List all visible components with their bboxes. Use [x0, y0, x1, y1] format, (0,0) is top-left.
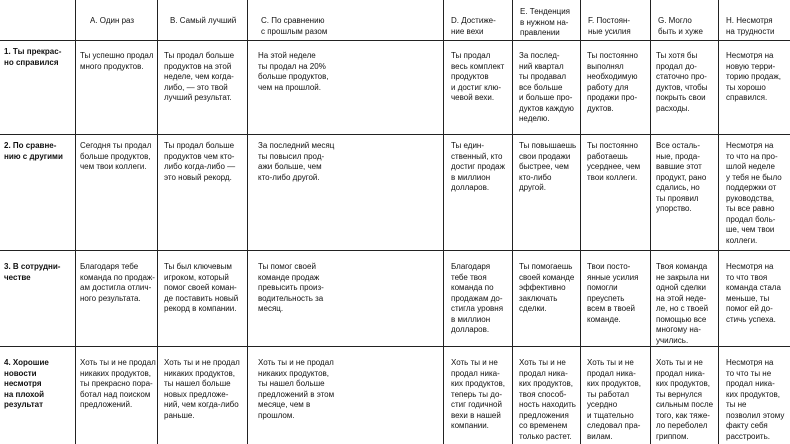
column-header-g: G. Могло быть и хуже — [658, 16, 703, 36]
cell-1-b: Ты продал больше продуктов на этой неделе, чем когда- либо, — это твой лучший результат. — [164, 51, 235, 102]
cell-3-f: Твои посто- янные усилия помогли преуспеть всем в твоей команде. — [587, 262, 639, 324]
grid-vline-e — [512, 0, 513, 444]
column-header-h: H. Несмотря на трудности — [726, 16, 775, 36]
cell-3-h: Несмотря на то что твоя команда стала меньше, ты помог ей до- стичь успеха. — [726, 262, 781, 324]
row-header-4: 4. Хорошие новости несмотря на плохой результат — [4, 358, 49, 409]
grid-vline-g — [650, 0, 651, 444]
grid-vline-label — [75, 0, 76, 444]
grid-vline-h — [718, 0, 719, 444]
column-header-d: D. Достиже- ние вехи — [451, 16, 496, 36]
grid-vline-b — [247, 0, 248, 444]
cell-1-h: Несмотря на новую терри- торию продаж, ты хорошо справился. — [726, 51, 781, 102]
cell-4-d: Хоть ты и не продал ника- ких продуктов, теперь ты до- стиг годичной вехи в нашей компании. — [451, 358, 505, 430]
cell-1-a: Ты успешно продал много продуктов. — [80, 51, 154, 71]
grid-vline-f — [580, 0, 581, 444]
cell-1-d: Ты продал весь комплект продуктов и достиг клю- чевой вехи. — [451, 51, 505, 102]
grid-vline-a — [157, 0, 158, 444]
cell-1-c: На этой неделе ты продал на 20% больше продуктов, чем на прошлой. — [258, 51, 329, 92]
column-header-f: F. Постоян- ные усилия — [588, 16, 631, 36]
column-header-a: A. Один раз — [90, 16, 135, 25]
row-header-2: 2. По сравне- нию с другими — [4, 141, 63, 161]
cell-2-c: За последний месяц ты повысил прод- ажи больше, чем кто-либо другой. — [258, 141, 335, 182]
cell-3-c: Ты помог своей команде продаж превысить произ- водительность за месяц. — [258, 262, 324, 313]
row-header-3: 3. В сотрудни- честве — [4, 262, 61, 282]
grid-hline-row3 — [0, 346, 790, 347]
grid-hline-row1 — [0, 134, 790, 135]
cell-2-h: Несмотря на то что на про- шлой неделе у тебя не было поддержки от руководства, ты все равно продал боль- ше, чем твои коллеги. — [726, 141, 782, 245]
grid-hline-header — [0, 40, 790, 41]
cell-4-h: Несмотря на то что ты не продал ника- ких продуктов, ты не позволил этому факту себя расстроить. — [726, 358, 785, 441]
grid-vline-d — [443, 0, 444, 444]
cell-2-b: Ты продал больше продуктов чем кто- либо когда-либо — это новый рекорд. — [164, 141, 236, 182]
column-header-c: C. По сравнению с прошлым разом — [261, 16, 328, 36]
cell-1-f: Ты постоянно выполнял необходимую работу для продажи про- дуктов. — [587, 51, 638, 113]
cell-2-f: Ты постоянно работаешь усерднее, чем твои коллеги. — [587, 141, 641, 182]
cell-4-a: Хоть ты и не продал никаких продуктов, ты прекрасно пора- ботал над поиском предложений. — [80, 358, 156, 409]
cell-2-e: Ты повышаешь свои продажи быстрее, чем кто-либо другой. — [519, 141, 577, 192]
cell-1-e: За послед- ний квартал ты продавал все больше и больше про- дуктов каждую неделю. — [519, 51, 574, 123]
column-header-b: B. Самый лучший — [170, 16, 237, 25]
cell-4-g: Хоть ты и не продал ника- ких продуктов, ты вернулся сильным после того, как тяже- ло переболел гриппом. — [656, 358, 714, 441]
cell-2-d: Ты един- ственный, кто достиг продаж в миллион долларов. — [451, 141, 505, 192]
column-header-e: E. Тенденция в нужном на- правлении — [520, 7, 571, 37]
cell-3-d: Благодаря тебе твоя команда по продажам до- стигла уровня в миллион долларов. — [451, 262, 504, 334]
cell-3-a: Благодаря тебе команда по продаж- ам достигла отлич- ного результата. — [80, 262, 155, 303]
grid-hline-row2 — [0, 250, 790, 251]
cell-4-b: Хоть ты и не продал никаких продуктов, ты нашел больше новых предложе- ний, чем когда-либо раньше. — [164, 358, 240, 420]
cell-3-b: Ты был ключевым игроком, который помог своей коман- де поставить новый рекорд в компании. — [164, 262, 239, 313]
cell-3-e: Ты помогаешь своей команде эффективно заключать сделки. — [519, 262, 575, 313]
cell-4-e: Хоть ты и не продал ника- ких продуктов, твоя способ- ность находить предложения со временем только растет. — [519, 358, 576, 441]
cell-4-f: Хоть ты и не продал ника- ких продуктов, ты работал усердно и тщательно следовал пра- вилам. — [587, 358, 641, 441]
cell-2-a: Сегодня ты продал больше продуктов, чем твои коллеги. — [80, 141, 152, 171]
cell-4-c: Хоть ты и не продал никаких продуктов, ты нашел больше предложений в этом месяце, чем в прошлом. — [258, 358, 335, 420]
row-header-1: 1. Ты прекрас- но справился — [4, 47, 62, 67]
cell-1-g: Ты хотя бы продал до- статочно про- дуктов, чтобы покрыть свои расходы. — [656, 51, 708, 113]
cell-3-g: Твоя команда не закрыла ни одной сделки на этой неде- ле, но с твоей помощью все многому на- учились. — [656, 262, 710, 345]
cell-2-g: Все осталь- ные, прода- вавшие этот продукт, рано сдались, но ты проявил упорство. — [656, 141, 707, 213]
